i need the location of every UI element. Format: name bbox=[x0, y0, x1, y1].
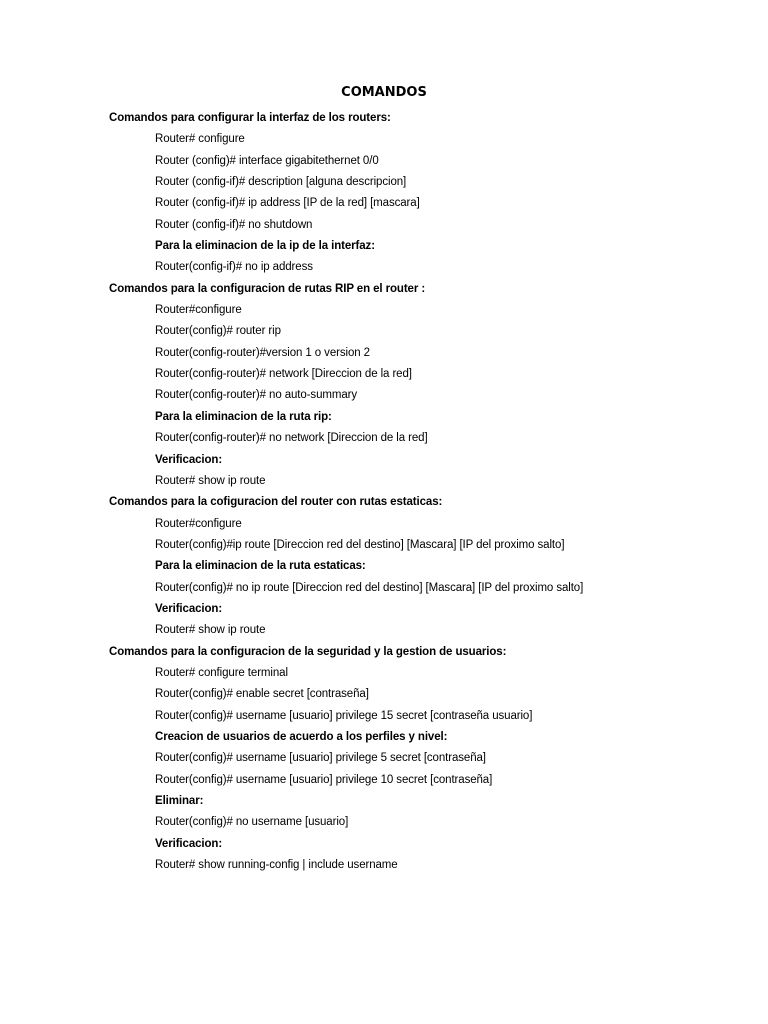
command-line: Router (config-if)# description [alguna descripcion] bbox=[155, 176, 407, 189]
document-title: COMANDOS bbox=[341, 85, 427, 100]
command-line: Router# show running-config | include username bbox=[155, 859, 398, 872]
command-line: Router(config-router)# no network [Direccion de la red] bbox=[155, 432, 428, 445]
command-line: Router(config)# username [usuario] privilege 15 secret [contraseña usuario] bbox=[155, 709, 533, 722]
section-heading: Comandos para la configuracion de la seguridad y la gestion de usuarios: bbox=[109, 645, 507, 658]
command-line: Router(config)# username [usuario] privilege 10 secret [contraseña] bbox=[155, 773, 493, 786]
command-line: Router# configure terminal bbox=[155, 666, 288, 679]
command-line: Router(config)# no ip route [Direccion red del destino] [Mascara] [IP del proximo salto] bbox=[155, 581, 584, 594]
command-line: Router(config)# enable secret [contraseña] bbox=[155, 688, 369, 701]
subheading: Creacion de usuarios de acuerdo a los perfiles y nivel: bbox=[155, 730, 448, 743]
command-line: Router(config-router)# network [Direccion de la red] bbox=[155, 368, 412, 381]
subheading: Para la eliminacion de la ruta estaticas: bbox=[155, 560, 366, 573]
command-line: Router# configure bbox=[155, 133, 245, 146]
command-line: Router#configure bbox=[155, 517, 242, 530]
command-line: Router(config)# no username [usuario] bbox=[155, 816, 349, 829]
command-line: Router(config)# router rip bbox=[155, 325, 281, 338]
command-line: Router# show ip route bbox=[155, 624, 266, 637]
section-heading: Comandos para configurar la interfaz de los routers: bbox=[109, 112, 391, 124]
command-line: Router# show ip route bbox=[155, 474, 266, 487]
subheading: Para la eliminacion de la ip de la interfaz: bbox=[155, 240, 375, 253]
command-line: Router(config-router)# no auto-summary bbox=[155, 389, 358, 402]
subheading: Verificacion: bbox=[155, 602, 223, 615]
document-body bbox=[0, 108, 768, 876]
section-heading: Comandos para la cofiguracion del router con rutas estaticas: bbox=[109, 496, 443, 509]
section-heading: Comandos para la configuracion de rutas RIP en el router : bbox=[109, 282, 426, 295]
command-line: Router(config-router)#version 1 o version 2 bbox=[155, 346, 370, 359]
command-line: Router#configure bbox=[155, 304, 242, 317]
subheading: Verificacion: bbox=[155, 837, 223, 850]
command-line: Router(config)# username [usuario] privilege 5 secret [contraseña] bbox=[155, 752, 486, 765]
command-line: Router(config)#ip route [Direccion red del destino] [Mascara] [IP del proximo salto] bbox=[155, 538, 565, 551]
subheading: Verificacion: bbox=[155, 453, 223, 466]
command-line: Router (config-if)# ip address [IP de la red] [mascara] bbox=[155, 197, 420, 210]
subheading: Para la eliminacion de la ruta rip: bbox=[155, 410, 332, 423]
command-line: Router(config-if)# no ip address bbox=[155, 261, 313, 274]
subheading: Eliminar: bbox=[155, 795, 204, 807]
command-line: Router (config-if)# no shutdown bbox=[155, 218, 313, 231]
command-line: Router (config)# interface gigabitethernet 0/0 bbox=[155, 154, 379, 167]
